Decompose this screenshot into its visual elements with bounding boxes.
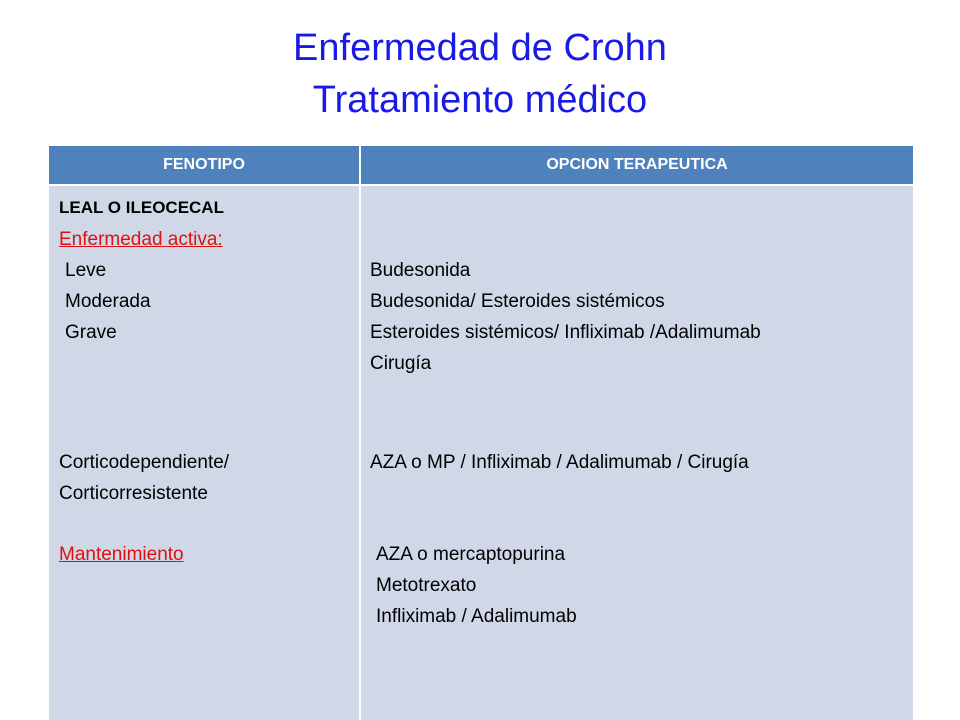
fenotipo-cell [49, 186, 359, 720]
title-line-2: Tratamiento médico [312, 79, 648, 121]
option-moderada: Budesonida/ Esteroides sistémicos [370, 291, 665, 312]
severity-leve: Leve [65, 260, 107, 281]
treatment-table [49, 146, 913, 720]
option-grave: Esteroides sistémicos/ Infliximab /Adalimumab [370, 322, 761, 343]
active-disease-label: Enfermedad activa: [59, 229, 223, 250]
option-maintenance-ifx: Infliximab / Adalimumab [376, 606, 577, 627]
corticorresistente-label: Corticorresistente [59, 483, 208, 504]
severity-grave: Grave [65, 322, 117, 343]
severity-moderada: Moderada [65, 291, 151, 312]
corticodependiente-label: Corticodependiente/ [59, 452, 230, 473]
slide-title [0, 22, 960, 126]
header-opcion-terapeutica: OPCION TERAPEUTICA [361, 146, 913, 184]
option-maintenance-mtx: Metotrexato [376, 575, 477, 596]
option-maintenance-aza: AZA o mercaptopurina [376, 544, 566, 565]
option-cirugia: Cirugía [370, 353, 432, 374]
section-label: LEAL O ILEOCECAL [59, 198, 224, 217]
option-cortico: AZA o MP / Infliximab / Adalimumab / Cirugía [370, 452, 749, 473]
opcion-cell [361, 186, 913, 720]
title-line-1: Enfermedad de Crohn [293, 27, 667, 69]
header-fenotipo: FENOTIPO [49, 146, 359, 184]
maintenance-label: Mantenimiento [59, 544, 184, 565]
option-leve: Budesonida [370, 260, 471, 281]
